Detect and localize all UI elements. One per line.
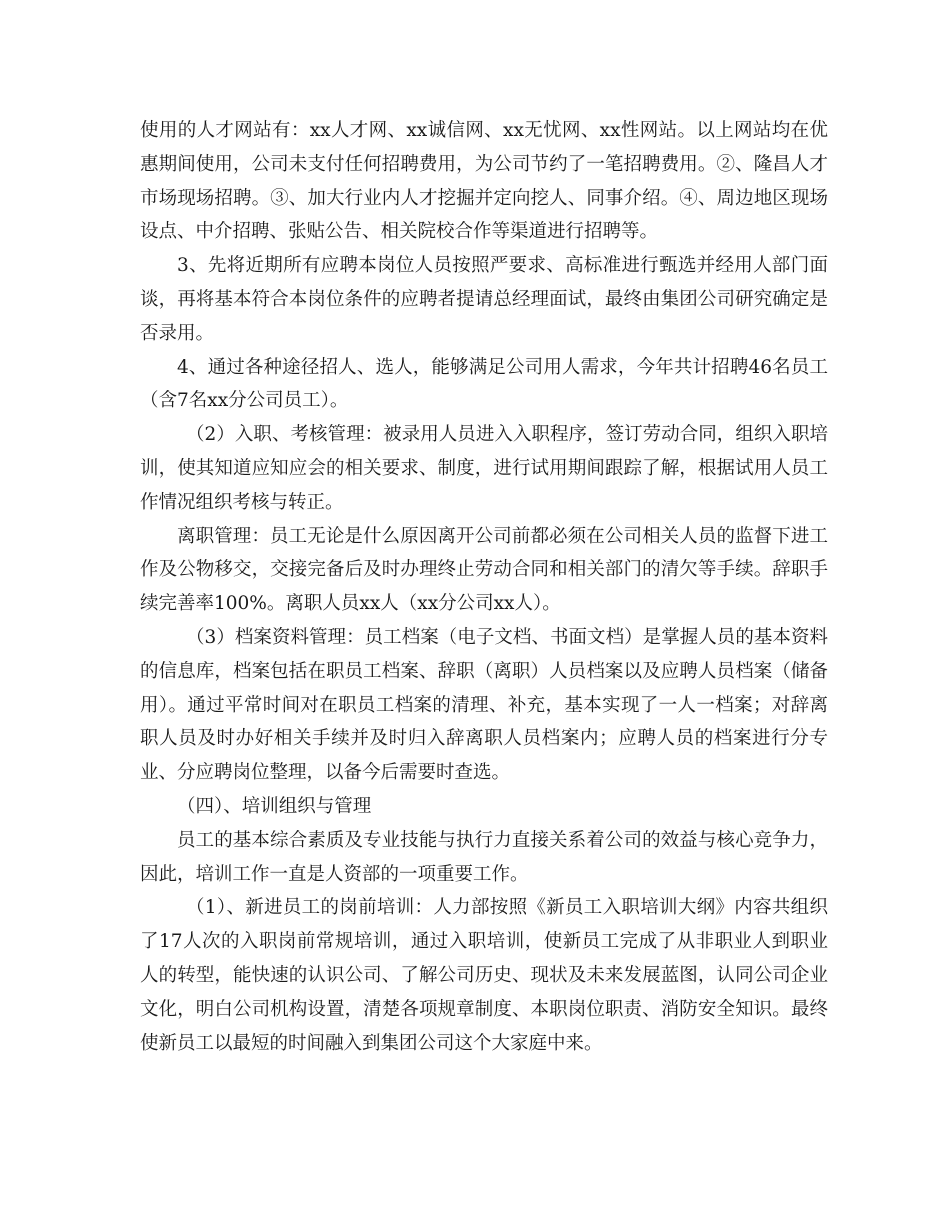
document-body xyxy=(140,114,828,1060)
paragraph-onboarding-assessment: （2）入职、考核管理：被录用人员进入入职程序，签订劳动合同，组织入职培训，使其知道应知应会的相关要求、制度，进行试用期间跟踪了解，根据试用人员工作情况组织考核与转正。 xyxy=(140,424,828,513)
section-heading-training: （四）、培训组织与管理 xyxy=(177,795,372,817)
paragraph-hiring-total: 4、通过各种途径招人、选人，能够满足公司用人需求，今年共计招聘46名员工（含7名xx分公司员工）。 xyxy=(140,356,828,412)
paragraph-new-employee-training: （1）、新进员工的岗前培训：人力部按照《新员工入职培训大纲》内容共组织了17人次的入职岗前常规培训，通过入职培训，使新员工完成了从非职业人到职业人的转型，能快速的认识公司、了解公司历史、现状及未来发展蓝图，认同公司企业文化，明白公司机构设置，清楚各项规章制度、本职岗位职责、消防安全知识。最终使新员工以最短的时间融入到集团公司这个大家庭中来。 xyxy=(140,897,828,1054)
paragraph-recruitment-channels: 使用的人才网站有：xx人才网、xx诚信网、xx无忧网、xx性网站。以上网站均在优惠期间使用，公司未支付任何招聘费用，为公司节约了一笔招聘费用。②、隆昌人才市场现场招聘。③、加大行业内人才挖掘并定向挖人、同事介绍。④、周边地区现场设点、中介招聘、张贴公告、相关院校合作等渠道进行招聘等。 xyxy=(140,120,828,243)
paragraph-screening-process: 3、先将近期所有应聘本岗位人员按照严要求、高标准进行甄选并经用人部门面谈，再将基本符合本岗位条件的应聘者提请总经理面试，最终由集团公司研究确定是否录用。 xyxy=(140,255,828,344)
paragraph-training-intro: 员工的基本综合素质及专业技能与执行力直接关系着公司的效益与核心竞争力，因此，培训工作一直是人资部的一项重要工作。 xyxy=(140,829,828,885)
paragraph-records-management: （3）档案资料管理：员工档案（电子文档、书面文档）是掌握人员的基本资料的信息库，档案包括在职员工档案、辞职（离职）人员档案以及应聘人员档案（储备用）。通过平常时间对在职员工档案的清理、补充，基本实现了一人一档案；对辞离职人员及时办好相关手续并及时归入辞离职人员档案内；应聘人员的档案进行分专业、分应聘岗位整理，以备今后需要时查选。 xyxy=(140,626,828,784)
paragraph-resignation-management: 离职管理：员工无论是什么原因离开公司前都必须在公司相关人员的监督下进工作及公物移交，交接完备后及时办理终止劳动合同和相关部门的清欠等手续。辞职手续完善率100%。离职人员xx人（xx分公司xx人）。 xyxy=(140,525,828,615)
